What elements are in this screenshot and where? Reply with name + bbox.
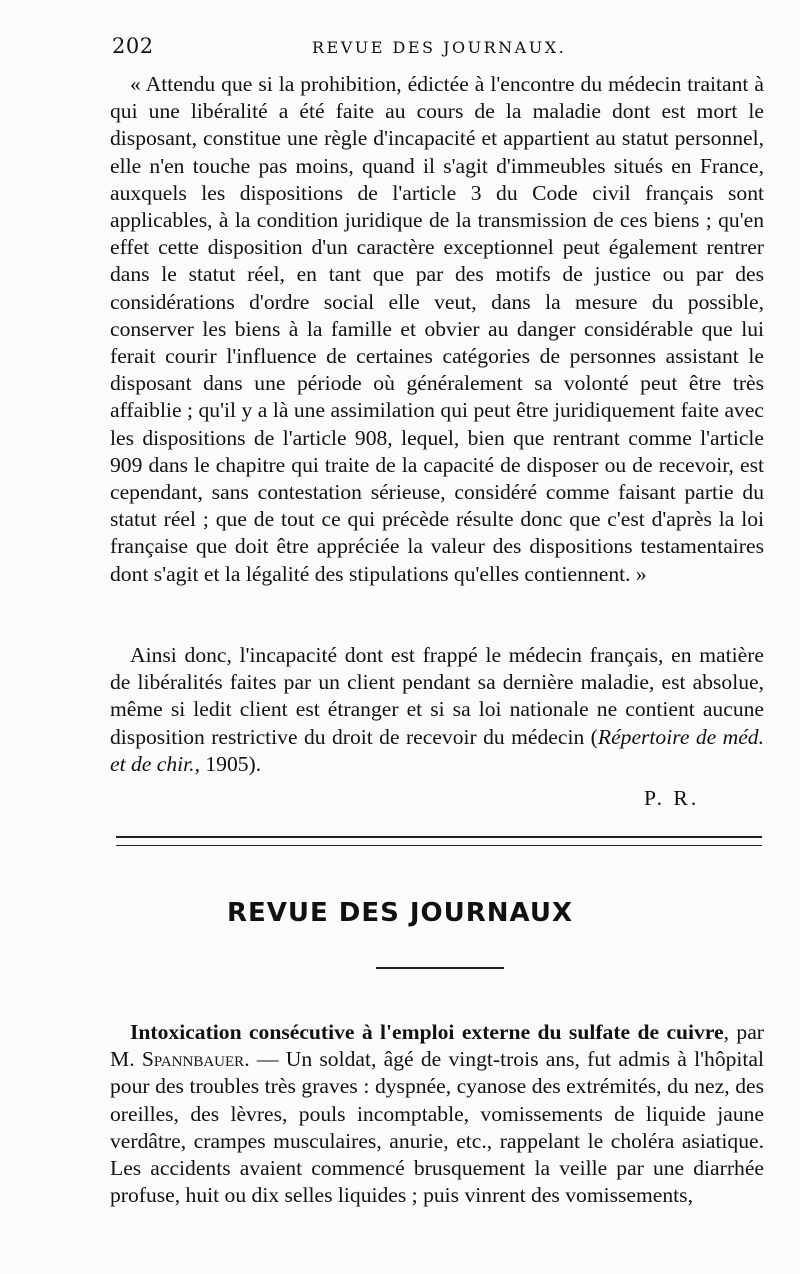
quote-paragraph: « Attendu que si la prohibition, édictée à l'encontre du médecin traitant à qui une libéralité a été faite au cours de la maladie dont est mort le disposant, constitue une règle d'incapacité et appartient au statut personnel, elle n'en touche pas moins, quand il s'agit d'immeubles situés en France, auxquels les dispositions de l'article 3 du Code civil français sont applicables, à la condition juridique de la transmission de ces biens ; qu'en effet cette disposition d'un caractère exceptionnel peut également rentrer dans le statut réel, en tant que par des motifs de justice ou par des considérations d'ordre social elle veut, dans la mesure du possible, conserver les biens à la famille et obvier au danger considérable que lui ferait courir l'influence de certaines catégories de personnes assistant le disposant dans une période où généralement sa volonté peut être très affaiblie ; qu'il y a là une assimilation qui peut être juridiquement faite avec les dispositions de l'article 908, lequel, bien que rentrant comme l'article 909 dans le chapitre qui traite de la capacité de disposer ou de recevoir, est cependant, sans contestation sérieuse, considéré comme faisant partie du statut réel ; que de tout ce qui précède résulte donc que c'est d'après la loi française que doit être appréciée la valeur des dispositions testamentaires dont s'agit et la légalité des stipulations qu'elles contiennent. » [110,72,764,586]
conclusion-paragraph [110,642,764,778]
article-title: Intoxication consécutive à l'emploi externe du sulfate de cuivre [130,1020,724,1044]
article-paragraph [110,1019,764,1209]
citation-rest: , 1905). [194,751,262,776]
running-head [112,34,762,58]
article-byline-prefix: , par M. [110,1020,764,1072]
article [110,1019,764,1209]
section-divider-thin [116,845,762,846]
section-title: REVUE DES JOURNAUX [226,898,574,928]
page-number: 202 [112,34,154,58]
article-text: Un soldat, âgé de vingt-trois ans, fut admis à l'hôpital pour des troubles très graves : dyspnée, cyanose des extrémités, du nez, des oreilles, des lèvres, pouls incomptable, vomissements de liquide jaune verdâtre, crampes musculaires, anurie, etc., rappelant le choléra asiatique. Les accidents avaient commencé brusquement la veille par une diarrhée profuse, huit ou dix selles liquides ; puis vinrent des vomissements, [110,1047,764,1208]
article-separator: . — [244,1047,286,1072]
author-initials: P. R. [644,786,700,810]
section-divider-thick [116,836,762,838]
running-head-title: REVUE DES JOURNAUX. [312,38,567,57]
citation-title: Répertoire de méd. et de chir. [110,724,765,776]
quoted-judgment [110,71,764,588]
title-underline [376,967,504,969]
conclusion [110,642,764,778]
article-author: Spannbauer [141,1047,245,1072]
conclusion-text: Ainsi donc, l'incapacité dont est frappé le médecin français, en matière de libéralités faites par un client pendant sa dernière maladie, est absolue, même si ledit client est étranger et si sa loi nationale ne contient aucune disposition restrictive du droit de recevoir du médecin ( [110,643,764,749]
